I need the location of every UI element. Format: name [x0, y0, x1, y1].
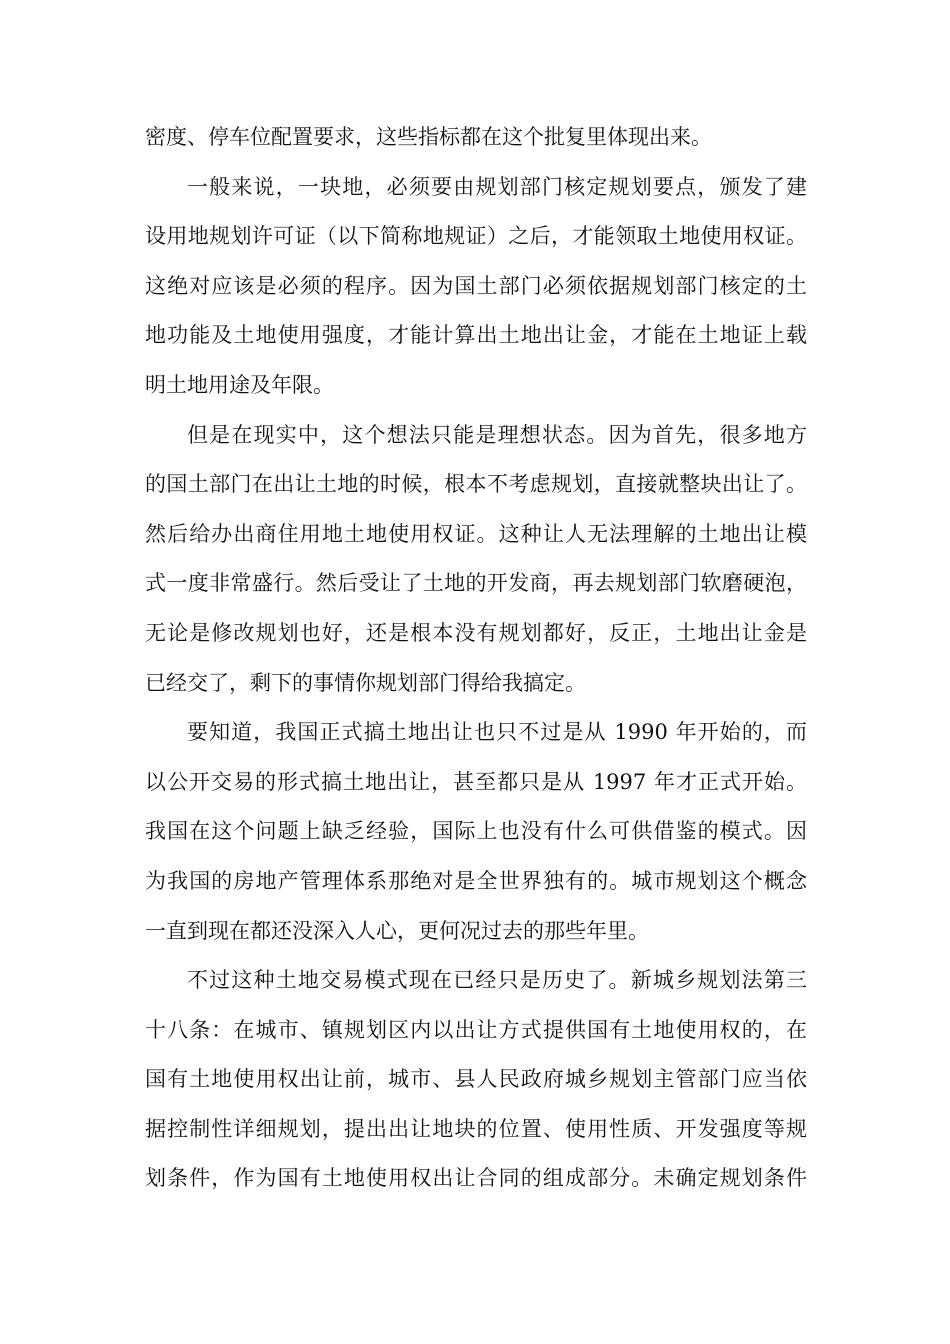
- text-line: 设用地规划许可证（以下简称地规证）之后，才能领取土地使用权证。: [145, 224, 807, 249]
- text-line: 以公开交易的形式搞土地出让，甚至都只是从 1997 年才正式开始。: [145, 769, 807, 794]
- text-line: 已经交了，剩下的事情你规划部门得给我搞定。: [145, 670, 586, 695]
- paragraph-first-line: 但是在现实中，这个想法只能是理想状态。因为首先，很多地方: [187, 422, 807, 447]
- paragraph-first-line: 一般来说，一块地，必须要由规划部门核定规划要点，颁发了建: [187, 174, 807, 199]
- paragraph-first-line: 不过这种土地交易模式现在已经只是历史了。新城乡规划法第三: [187, 968, 807, 993]
- text-line: 这绝对应该是必须的程序。因为国土部门必须依据规划部门核定的土: [145, 273, 807, 298]
- text-line: 然后给办出商住用地土地使用权证。这种让人无法理解的土地出让模: [145, 521, 807, 546]
- text-line: 密度、停车位配置要求，这些指标都在这个批复里体现出来。: [145, 125, 712, 149]
- text-line: 明土地用途及年限。: [145, 372, 334, 397]
- text-line: 无论是修改规划也好，还是根本没有规划都好，反正，土地出让金是: [145, 620, 807, 645]
- text-line: 国有土地使用权出让前，城市、县人民政府城乡规划主管部门应当依: [145, 1067, 807, 1092]
- text-line: 十八条：在城市、镇规划区内以出让方式提供国有土地使用权的，在: [145, 1017, 807, 1042]
- text-line: 地功能及土地使用强度，才能计算出土地出让金，才能在土地证上载: [145, 323, 807, 348]
- paragraph-first-line: 要知道，我国正式搞土地出让也只不过是从 1990 年开始的，而: [187, 720, 807, 745]
- text-line: 划条件，作为国有土地使用权出让合同的组成部分。未确定规划条件: [145, 1166, 807, 1191]
- text-line: 一直到现在都还没深入人心，更何况过去的那些年里。: [145, 918, 649, 943]
- text-line: 式一度非常盛行。然后受让了土地的开发商，再去规划部门软磨硬泡，: [145, 571, 807, 596]
- text-line: 我国在这个问题上缺乏经验，国际上也没有什么可供借鉴的模式。因: [145, 819, 807, 844]
- text-line: 据控制性详细规划，提出出让地块的位置、使用性质、开发强度等规: [145, 1116, 807, 1141]
- text-line: 为我国的房地产管理体系那绝对是全世界独有的。城市规划这个概念: [145, 868, 807, 893]
- text-line: 的国土部门在出让土地的时候，根本不考虑规划，直接就整块出让了。: [145, 472, 807, 497]
- body-text: [145, 113, 807, 1204]
